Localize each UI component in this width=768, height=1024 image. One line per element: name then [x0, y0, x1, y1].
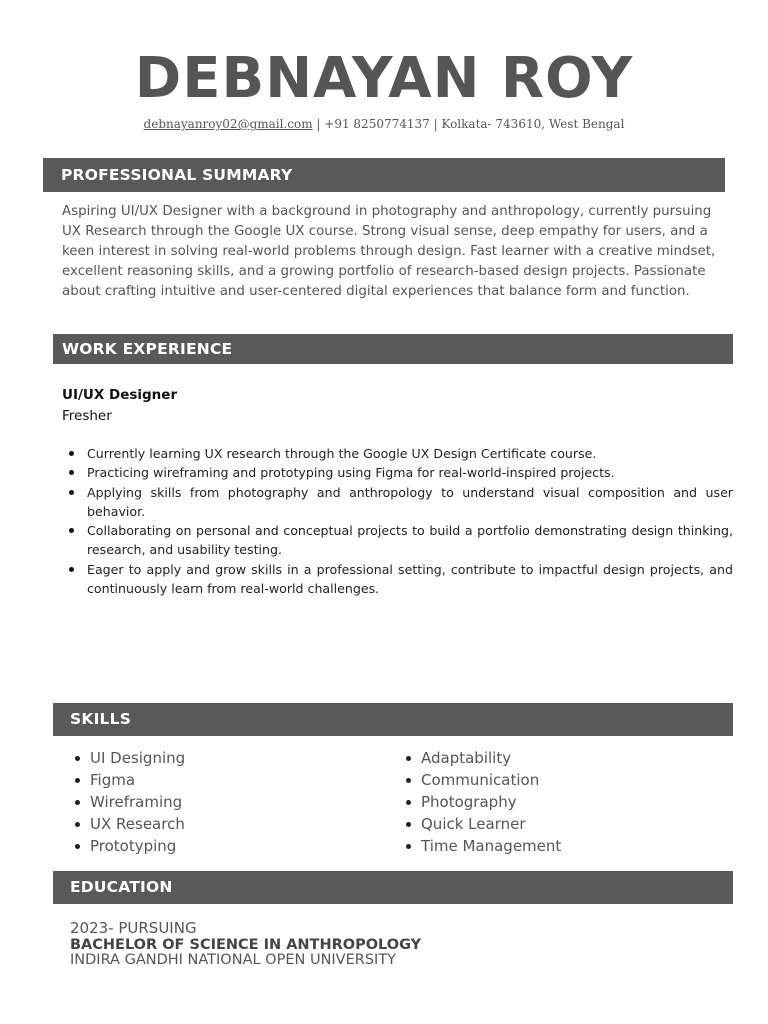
skill-item: Time Management	[421, 837, 562, 855]
job-level: Fresher	[62, 408, 112, 424]
skill-item: Figma	[90, 769, 185, 791]
job-bullet-list	[87, 444, 733, 598]
job-bullet: Eager to apply and grow skills in a professional setting, contribute to impactful design projects, and continuously learn from real-world challenges.	[87, 560, 733, 599]
skill-item: UX Research	[90, 815, 185, 833]
email-link[interactable]: debnayanroy02@gmail.com	[143, 117, 313, 131]
skills-list-right	[421, 747, 561, 857]
skill-item: Quick Learner	[421, 813, 561, 835]
skill-item: Communication	[421, 769, 561, 791]
job-bullet: Practicing wireframing and prototyping using Figma for real-world-inspired projects.	[87, 463, 733, 482]
skill-item: Adaptability	[421, 747, 561, 769]
job-title: UI/UX Designer	[62, 387, 178, 403]
job-bullet: Collaborating on personal and conceptual projects to build a portfolio demonstrating design thinking, research, and usability testing.	[87, 521, 733, 560]
skill-item: Wireframing	[90, 791, 185, 813]
contact-details: | +91 8250774137 | Kolkata- 743610, West Bengal	[312, 117, 625, 131]
skill-item: Prototyping	[90, 835, 185, 857]
skill-item: UI Designing	[90, 749, 186, 767]
job-bullet: Currently learning UX research through the Google UX Design Certificate course.	[87, 444, 733, 463]
section-heading-skills: SKILLS	[53, 703, 733, 736]
skill-item: Photography	[421, 791, 561, 813]
job-bullet: Applying skills from photography and anthropology to understand visual composition and user behavior.	[87, 483, 733, 522]
section-heading-education: EDUCATION	[53, 871, 733, 904]
skills-list-left	[90, 747, 185, 857]
summary-text: Aspiring UI/UX Designer with a background in photography and anthropology, currently pursuing UX Research through the Google UX course. Strong visual sense, deep empathy for users, and a keen interest in solving real-world problems through design. Fast learner with a creative mindset, excellent reasoning skills, and a growing portfolio of research-based design projects. Passionate about crafting intuitive and user-centered digital experiences that balance form and function.	[62, 204, 716, 299]
candidate-name: DEBNAYAN ROY	[134, 46, 634, 111]
education-degree: BACHELOR OF SCIENCE IN ANTHROPOLOGY	[70, 937, 422, 953]
section-heading-summary: PROFESSIONAL SUMMARY	[43, 158, 725, 192]
education-year: 2023- PURSUING	[70, 919, 197, 937]
section-heading-work: WORK EXPERIENCE	[53, 334, 733, 364]
contact-line	[0, 116, 768, 132]
education-school: INDIRA GANDHI NATIONAL OPEN UNIVERSITY	[70, 952, 397, 968]
